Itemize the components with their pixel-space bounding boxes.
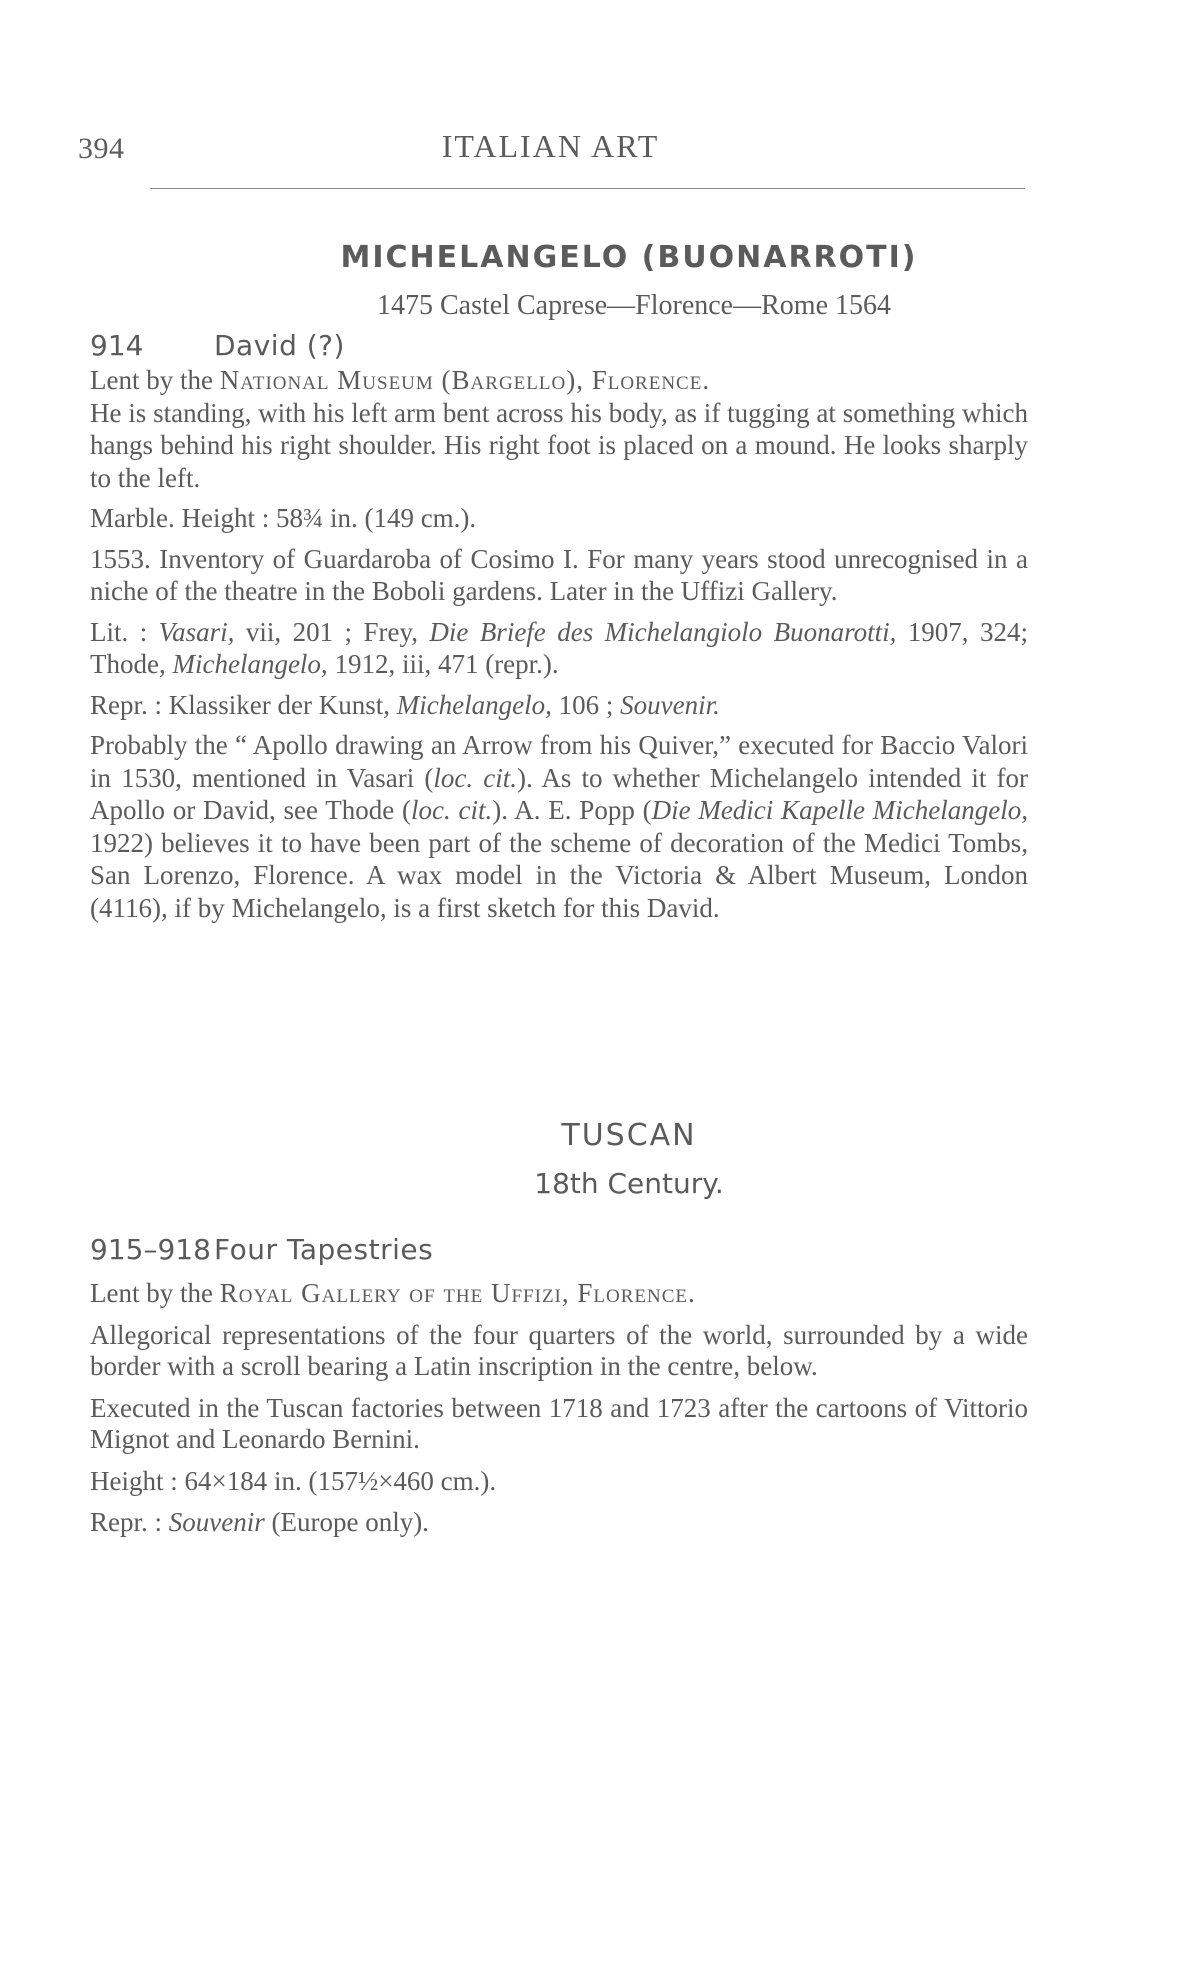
lit-thode-ref: 1912, iii, 471 (repr.).	[327, 649, 559, 679]
lender-line	[90, 364, 1028, 397]
note-part-2: ). As to whether Michelangelo intended it for Apollo or David, see Thode (	[90, 762, 1028, 825]
description-paragraph: Allegorical representations of the four quarters of the world, surrounded by a wide border with a scroll bearing a Latin inscription in the centre, below.	[90, 1319, 1028, 1381]
note-loc-cit-2: loc. cit.	[411, 795, 493, 825]
page-number: 394	[78, 132, 125, 165]
michelangelo-section	[90, 238, 1028, 924]
catalogue-number: 915–918	[90, 1233, 211, 1266]
note-part-1: Probably the “ Apollo drawing an Arrow from his Quiver,” executed for Baccio Valori in 1530, mentioned in Vasari (	[90, 730, 1028, 793]
lit-frey-title: Die Briefe des Michelangiolo Buonarotti,	[429, 616, 897, 647]
height-line: Height : 64×184 in. (157½×460 cm.).	[90, 1465, 497, 1496]
reproduction-line	[90, 1507, 1028, 1539]
repr-souvenir: Souvenir	[168, 1507, 265, 1537]
repr-label: Repr. :	[90, 1507, 169, 1537]
lent-prefix: Lent by the	[90, 1278, 220, 1308]
artist-dates: 1475 Castel Caprese—Florence—Rome 1564	[376, 290, 891, 321]
description-paragraph: He is standing, with his left arm bent across his body, as if tugging at something which hangs behind his right shoulder. His right foot is placed on a mound. He looks sharply to the left.	[90, 397, 1028, 493]
tuscan-section	[90, 1116, 1028, 1539]
note-part-4: 1922) believes it to have been part of the scheme of decoration of the Medici Tombs, San Lorenzo, Florence. A wax model in the Victoria & Albert Museum, London (4116), if by Michelangelo, is a first sketch for this David.	[90, 827, 1028, 923]
lender-name: Royal Gallery of the Uffizi, Florence.	[219, 1278, 696, 1308]
school-heading: TUSCAN	[561, 1118, 697, 1153]
note-loc-cit-1: loc. cit.	[433, 762, 517, 793]
catalogue-title: David (?)	[214, 329, 345, 362]
header-rule	[150, 188, 1025, 189]
note-part-3: ). A. E. Popp (	[492, 795, 652, 825]
lit-thode-title: Michelangelo,	[172, 649, 328, 679]
reproduction-line	[90, 689, 1028, 722]
note-paragraph	[90, 729, 1028, 924]
provenance-paragraph: 1553. Inventory of Guardaroba of Cosimo I. For many years stood unrecognised in a niche of the theatre in the Boboli gardens. Later in the Uffizi Gallery.	[90, 543, 1028, 606]
lent-prefix: Lent by the	[90, 365, 220, 395]
repr-note: (Europe only).	[264, 1507, 429, 1537]
literature-paragraph	[90, 616, 1028, 681]
note-popp-title: Die Medici Kapelle Michelangelo,	[651, 795, 1028, 825]
century-subheading: 18th Century.	[534, 1167, 724, 1200]
catalogue-entry-heading	[90, 328, 1028, 364]
repr-label: Repr. : Klassiker der Kunst,	[90, 689, 397, 720]
execution-paragraph: Executed in the Tuscan factories between 1718 and 1723 after the cartoons of Vittorio Mignot and Leonardo Bernini.	[90, 1392, 1028, 1454]
running-title: ITALIAN ART	[441, 128, 660, 164]
artist-heading: MICHELANGELO (BUONARROTI)	[340, 240, 918, 275]
lender-name: National Museum (Bargello), Florence.	[219, 365, 711, 395]
lit-label: Lit. :	[90, 616, 159, 647]
running-head	[78, 128, 1023, 168]
repr-title: Michelangelo,	[396, 689, 552, 720]
catalogue-entry-heading	[90, 1232, 1028, 1268]
lit-frey-prefix: vii, 201 ; Frey,	[234, 616, 430, 647]
lit-vasari: Vasari,	[158, 616, 235, 647]
lit-thode-prefix: 1907, 324; Thode,	[90, 616, 1028, 679]
repr-souvenir: Souvenir.	[620, 689, 720, 720]
repr-page: 106 ;	[551, 689, 621, 720]
catalogue-title: Four Tapestries	[214, 1233, 434, 1266]
catalogue-number: 914	[90, 329, 144, 362]
lender-line	[90, 1278, 1028, 1310]
medium-line: Marble. Height : 58¾ in. (149 cm.).	[90, 503, 477, 533]
